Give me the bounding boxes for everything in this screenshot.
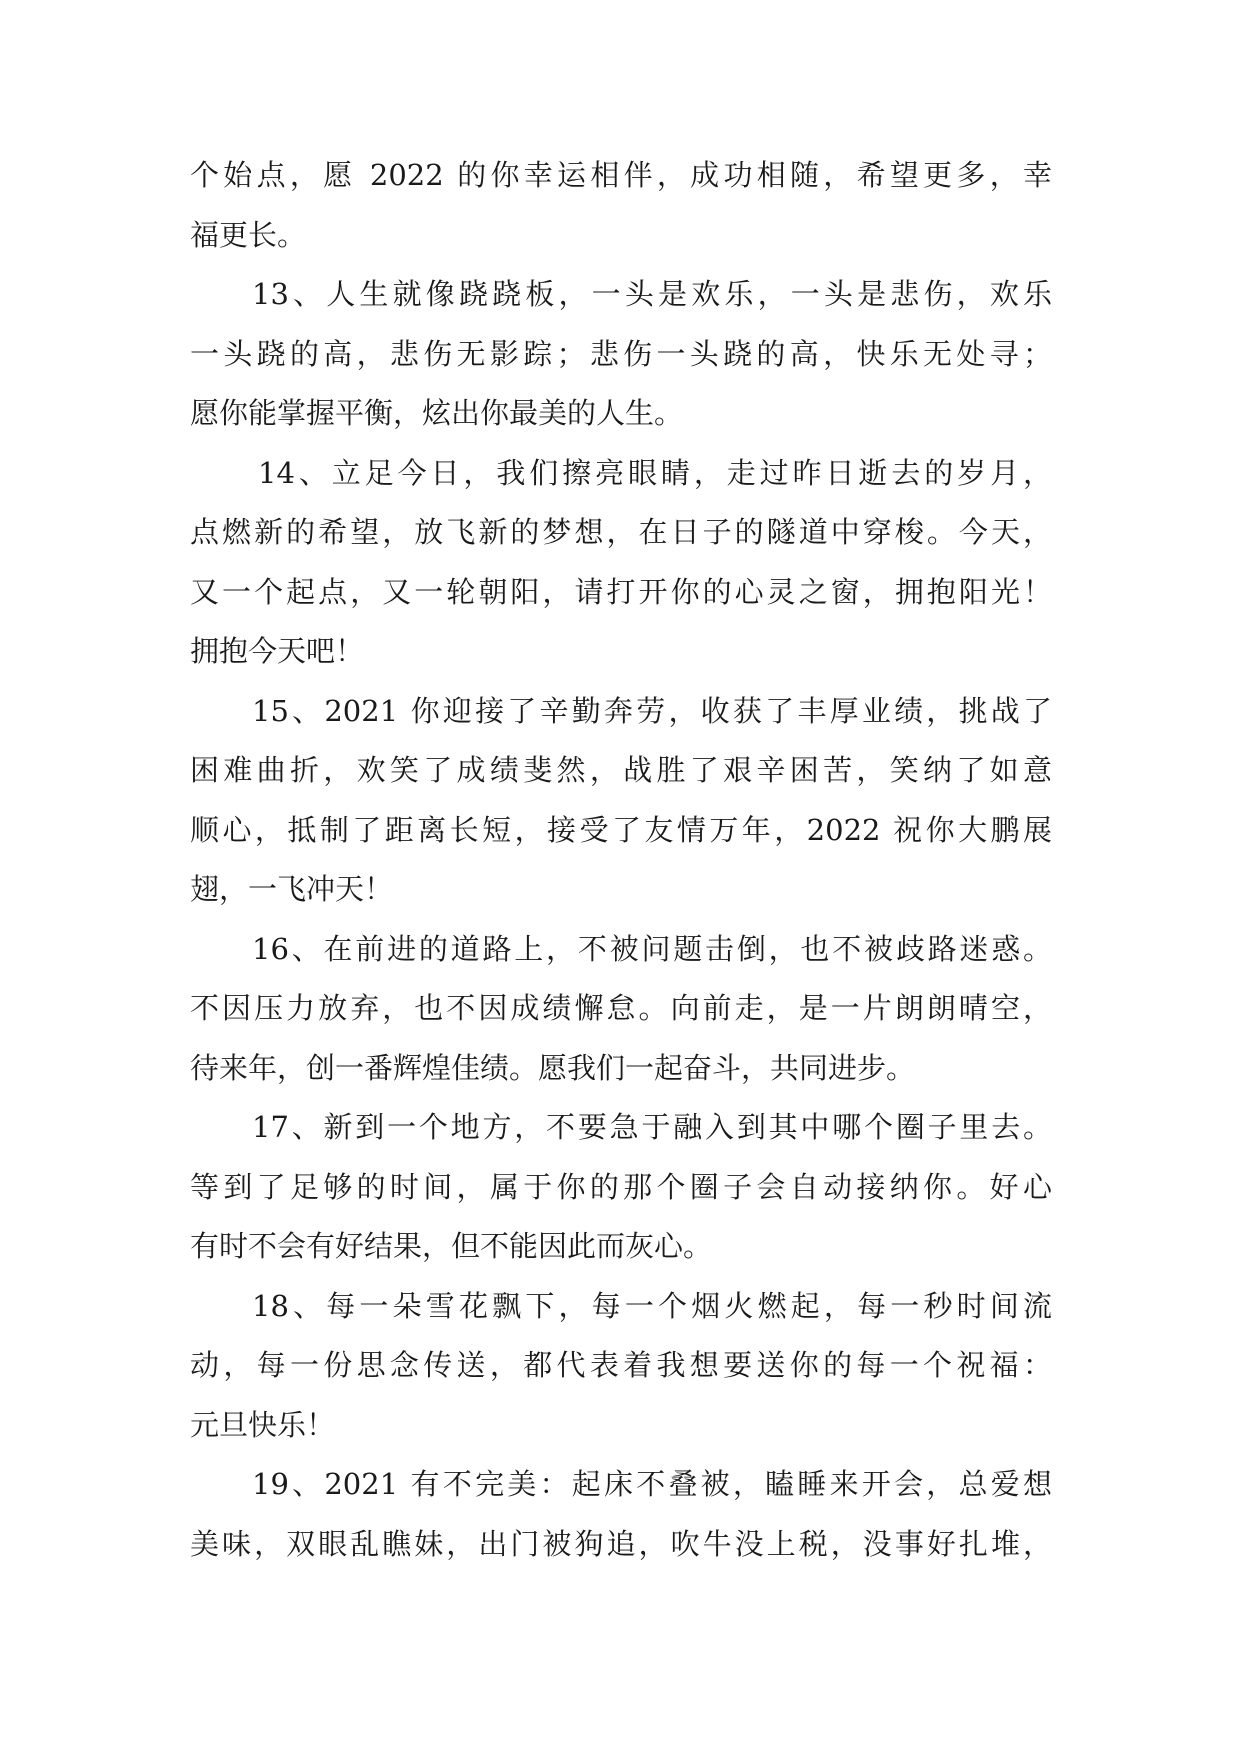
text-line: 18、每一朵雪花飘下，每一个烟火燃起，每一秒时间流: [252, 1288, 1052, 1323]
text-line: 拥抱今天吧！: [190, 634, 365, 668]
paragraph-18: [190, 1277, 1052, 1456]
text-line: 福更长。: [190, 217, 307, 252]
text-line: 美味，双眼乱瞧妹，出门被狗追，吹牛没上税，没事好扎堆，: [190, 1526, 1052, 1561]
paragraph-17: [190, 1098, 1052, 1277]
text-line: 16、在前进的道路上，不被问题击倒，也不被歧路迷惑。: [252, 931, 1052, 966]
text-line: 等到了足够的时间，属于你的那个圈子会自动接纳你。好心: [190, 1169, 1052, 1204]
text-line: 个始点，愿 2022 的你幸运相伴，成功相随，希望更多，幸: [190, 158, 1052, 192]
text-line: 14、立足今日，我们擦亮眼睛，走过昨日逝去的岁月，: [258, 455, 1052, 490]
body-text: [190, 146, 1052, 1574]
text-line: 顺心，抵制了距离长短，接受了友情万年，2022 祝你大鹏展: [190, 812, 1052, 847]
paragraph-14: [190, 444, 1052, 682]
paragraph-19: [190, 1455, 1052, 1574]
text-line: 动，每一份思念传送，都代表着我想要送你的每一个祝福：: [190, 1348, 1052, 1382]
text-line: 一头跷的高，悲伤无影踪；悲伤一头跷的高，快乐无处寻；: [190, 336, 1052, 371]
text-line: 翅，一飞冲天！: [190, 872, 394, 906]
text-line: 又一个起点，又一轮朝阳，请打开你的心灵之窗，拥抱阳光！: [190, 574, 1052, 609]
text-line: 17、新到一个地方，不要急于融入到其中哪个圈子里去。: [252, 1110, 1052, 1144]
paragraph-16: [190, 920, 1052, 1099]
text-line: 困难曲折，欢笑了成绩斐然，战胜了艰辛困苦，笑纳了如意: [190, 753, 1052, 787]
text-line: 元旦快乐！: [190, 1407, 336, 1442]
text-line: 待来年，创一番辉煌佳绩。愿我们一起奋斗，共同进步。: [190, 1050, 916, 1085]
text-line: 15、2021 你迎接了辛勤奔劳，收获了丰厚业绩，挑战了: [252, 693, 1052, 728]
text-line: 愿你能掌握平衡，炫出你最美的人生。: [190, 396, 684, 430]
text-line: 不因压力放弃，也不因成绩懈怠。向前走，是一片朗朗晴空，: [190, 991, 1052, 1025]
text-line: 有时不会有好结果，但不能因此而灰心。: [190, 1229, 713, 1263]
paragraph-15: [190, 682, 1052, 920]
paragraph-12-tail: [190, 146, 1052, 265]
text-line: 点燃新的希望，放飞新的梦想，在日子的隧道中穿梭。今天，: [190, 515, 1052, 549]
paragraph-13: [190, 265, 1052, 444]
text-line: 13、人生就像跷跷板，一头是欢乐，一头是悲伤，欢乐: [252, 277, 1052, 311]
text-line: 19、2021 有不完美：起床不叠被，瞌睡来开会，总爱想: [252, 1467, 1052, 1501]
